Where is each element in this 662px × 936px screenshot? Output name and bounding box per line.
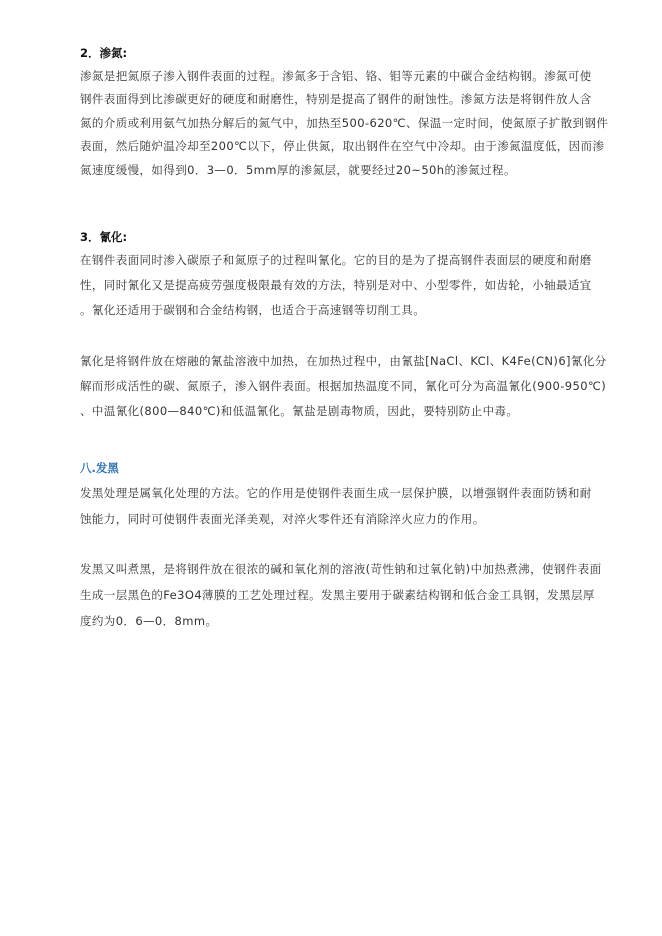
text-line: 渗氮是把氮原子渗入钢件表面的过程。渗氮多于含铝、铬、钼等元素的中碳合金结构钢。渗氮可使 xyxy=(80,69,592,83)
text-line: 解而形成活性的碳、氮原子，渗入钢件表面。根据加热温度不同，氰化可分为高温氰化(900-950℃) xyxy=(80,379,607,393)
text-line: 度约为0．6—0．8mm。 xyxy=(80,614,218,628)
text-line: 氰化是将钢件放在熔融的氰盐溶液中加热，在加热过程中，由氰盐[NaCl、KCl、K4Fe(CN)6]氰化分 xyxy=(80,354,607,368)
text-line: 。氰化还适用于碳钢和合金结构钢，也适合于高速钢等切削工具。 xyxy=(80,303,426,317)
text-line: 发黑又叫煮黑，是将钢件放在很浓的碱和氧化剂的溶液(苛性钠和过氧化钠)中加热煮沸，使钢件表面 xyxy=(80,562,602,576)
section-nitriding-heading xyxy=(80,43,590,63)
text-line: 发黑处理是属氧化处理的方法。它的作用是使钢件表面生成一层保护膜，以增强钢件表面防锈和耐 xyxy=(80,486,592,500)
text-line: 生成一层黑色的Fe3O4薄膜的工艺处理过程。发黑主要用于碳素结构钢和低合金工具钢，发黑层厚 xyxy=(80,588,595,602)
text-line: 氮的介质或利用氨气加热分解后的氮气中，加热至500-620℃、保温一定时间，使氮原子扩散到钢件 xyxy=(80,115,609,130)
text-line: 氮速度缓慢，如得到0．3—0．5mm厚的渗氮层，就要经过20~50h的渗氮过程。 xyxy=(80,162,516,177)
text-line: 表面，然后随炉温冷却至200℃以下，停止供氮，取出钢件在空气中冷却。由于渗氮温度低，因而渗 xyxy=(80,139,605,154)
text-line: 钢件表面得到比渗碳更好的硬度和耐磨性，特别是提高了钢件的耐蚀性。渗氮方法是将钢件放人含 xyxy=(80,92,592,107)
text-line: 蚀能力，同时可使钢件表面光泽美观，对淬火零件还有消除淬火应力的作用。 xyxy=(80,512,485,526)
text-line: 、中温氰化(800—840℃)和低温氰化。氰盐是剧毒物质，因此，要特别防止中毒。 xyxy=(80,404,519,418)
nitriding-paragraph xyxy=(80,65,609,182)
text-line: 性，同时氰化又是提高疲劳强度极限最有效的方法，特别是对中、小型零件，如齿轮，小轴最适宜 xyxy=(80,278,592,292)
section-blackening-heading xyxy=(80,458,590,478)
text-line: 在钢件表面同时渗入碳原子和氮原子的过程叫氰化。它的目的是为了提高钢件表面层的硬度和耐磨 xyxy=(80,253,592,267)
section-cyaniding-heading xyxy=(80,227,590,247)
blackening-paragraph-2 xyxy=(80,556,602,634)
heading: 3．氰化: xyxy=(80,230,128,244)
heading: 八.发黑 xyxy=(80,461,119,475)
heading: 2．渗氮: xyxy=(80,46,128,60)
cyaniding-paragraph-1 xyxy=(80,248,590,323)
blackening-paragraph-1 xyxy=(80,480,590,532)
cyaniding-paragraph-2 xyxy=(80,349,607,424)
